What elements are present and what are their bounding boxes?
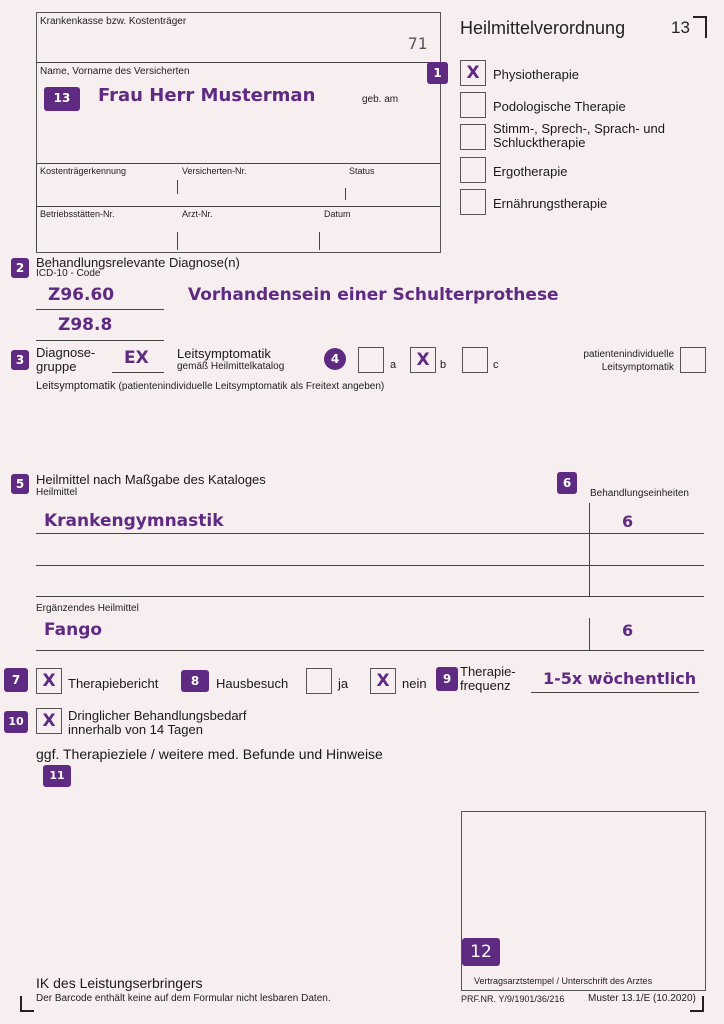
badge-10: 10 (4, 711, 28, 733)
corner-mark (693, 16, 707, 38)
cost-id-label: Kostenträgerkennung (40, 166, 127, 176)
group-line (112, 372, 164, 373)
therapy-nutrition-checkbox[interactable] (460, 189, 486, 215)
insurer-label: Krankenkasse bzw. Kostenträger (40, 16, 187, 27)
frequency-label: Therapie-frequenz (460, 664, 516, 693)
therapy-physio-label: Physiotherapie (493, 67, 579, 82)
divider (177, 180, 178, 194)
remedy-1-name: Krankengymnastik (44, 511, 224, 531)
icd-line-1 (36, 309, 164, 310)
icd-label: ICD-10 - Code (36, 268, 101, 279)
muster-label: Muster 13.1/E (10.2020) (588, 993, 696, 1004)
corner-mark (690, 996, 704, 1012)
badge-11: 11 (43, 765, 71, 787)
badge-5: 5 (11, 474, 29, 494)
leitsymptom-c-checkbox[interactable] (462, 347, 488, 373)
goals-label: ggf. Therapieziele / weitere med. Befunde und Hinweise (36, 746, 383, 762)
frequency-value: 1-5x wöchentlich (543, 669, 697, 688)
date-label: Datum (324, 209, 351, 219)
report-label: Therapiebericht (68, 676, 159, 691)
patient-individual-checkbox[interactable] (680, 347, 706, 373)
site-no-label: Betriebsstätten-Nr. (40, 209, 115, 219)
home-visit-label: Hausbesuch (216, 676, 289, 691)
home-visit-yes-label: ja (338, 676, 349, 691)
badge-9: 9 (436, 667, 458, 691)
remedy-line (36, 596, 704, 597)
leitsymptomatik-label: Leitsymptomatik (177, 346, 271, 361)
diagnosis-heading: Behandlungsrelevante Diagnose(n) (36, 255, 240, 270)
supplementary-label: Ergänzendes Heilmittel (36, 603, 139, 614)
remedies-heading: Heilmittel nach Maßgabe des Kataloges (36, 472, 266, 487)
freetext-hint: (patientenindividuelle Leitsymptomatik als Freitext angeben) (118, 381, 385, 392)
badge-3: 3 (11, 350, 29, 370)
option-a-label: a (390, 359, 397, 371)
barcode-note: Der Barcode enthält keine auf dem Formular nicht lesbaren Daten. (36, 993, 331, 1004)
divider (36, 206, 440, 207)
badge-4: 4 (324, 348, 346, 370)
leitsymptom-b-checkbox[interactable]: X (410, 347, 436, 373)
therapy-podo-checkbox[interactable] (460, 92, 486, 118)
insured-no-label: Versicherten-Nr. (182, 166, 247, 176)
option-c-label: c (493, 359, 499, 371)
form-number: 13 (671, 18, 690, 37)
corner-mark (20, 996, 34, 1012)
patient-name: Frau Herr Musterman (98, 85, 316, 106)
freetext-label (36, 380, 384, 392)
divider (177, 232, 178, 250)
form-title: Heilmittelverordnung (460, 18, 626, 38)
supplementary-units: 6 (622, 621, 634, 640)
therapy-nutrition-label: Ernährungstherapie (493, 196, 608, 211)
status-label: Status (349, 166, 375, 176)
badge-13: 13 (44, 87, 80, 111)
frequency-line (531, 692, 699, 693)
dob-label: geb. am (362, 94, 399, 105)
stamp-label: Vertragsarztstempel / Unterschrift des Arztes (474, 976, 653, 986)
remedy-line (36, 533, 704, 534)
therapy-podo-label: Podologische Therapie (493, 99, 626, 114)
therapy-physio-checkbox[interactable]: X (460, 60, 486, 86)
therapy-ergo-label: Ergotherapie (493, 164, 568, 179)
units-column-line (589, 618, 590, 650)
freetext-label-main: Leitsymptomatik (36, 380, 116, 392)
badge-6: 6 (557, 472, 577, 494)
badge-2: 2 (11, 258, 29, 278)
ik-label: IK des Leistungserbringers (36, 975, 203, 991)
icd-code-2: Z98.8 (58, 315, 113, 335)
units-column-line (589, 503, 590, 596)
remedy-line (36, 565, 704, 566)
badge-8: 8 (181, 670, 209, 692)
supplementary-line (36, 650, 704, 651)
prf-number: PRF.NR. Y/9/1901/36/216 (461, 994, 565, 1004)
icd-code-1: Z96.60 (48, 285, 115, 305)
units-label: Behandlungseinheiten (590, 488, 689, 499)
therapy-speech-label: Stimm-, Sprech-, Sprach- und Schlucktherapie (493, 121, 665, 150)
badge-12: 12 (462, 938, 500, 966)
badge-1: 1 (427, 62, 448, 84)
divider (36, 62, 440, 63)
diagnosis-group-label: Diagnose-gruppe (36, 345, 96, 374)
diagnosis-text: Vorhandensein einer Schulterprothese (188, 285, 559, 305)
leitsymptomatik-sub: gemäß Heilmittelkatalog (177, 361, 285, 372)
badge-7: 7 (4, 668, 28, 692)
remedies-sub: Heilmittel (36, 487, 78, 498)
remedy-1-units: 6 (622, 512, 634, 531)
therapy-ergo-checkbox[interactable] (460, 157, 486, 183)
divider (319, 232, 320, 250)
icd-line-2 (36, 340, 164, 341)
divider (36, 163, 440, 164)
home-visit-no-checkbox[interactable]: X (370, 668, 396, 694)
leitsymptom-a-checkbox[interactable] (358, 347, 384, 373)
urgent-label: Dringlicher Behandlungsbedarf innerhalb von 14 Tagen (68, 708, 247, 737)
name-label: Name, Vorname des Versicherten (40, 66, 190, 77)
therapy-speech-checkbox[interactable] (460, 124, 486, 150)
urgent-checkbox[interactable]: X (36, 708, 62, 734)
diagnosis-group-value: EX (124, 348, 149, 368)
home-visit-yes-checkbox[interactable] (306, 668, 332, 694)
home-visit-no-label: nein (402, 676, 427, 691)
patient-individual-label: patientenindividuelle Leitsymptomatik (583, 349, 674, 373)
divider (36, 163, 37, 251)
doctor-no-label: Arzt-Nr. (182, 209, 213, 219)
divider (345, 188, 346, 200)
report-checkbox[interactable]: X (36, 668, 62, 694)
insurer-value: 71 (408, 34, 428, 53)
supplementary-name: Fango (44, 620, 103, 640)
option-b-label: b (440, 359, 447, 371)
